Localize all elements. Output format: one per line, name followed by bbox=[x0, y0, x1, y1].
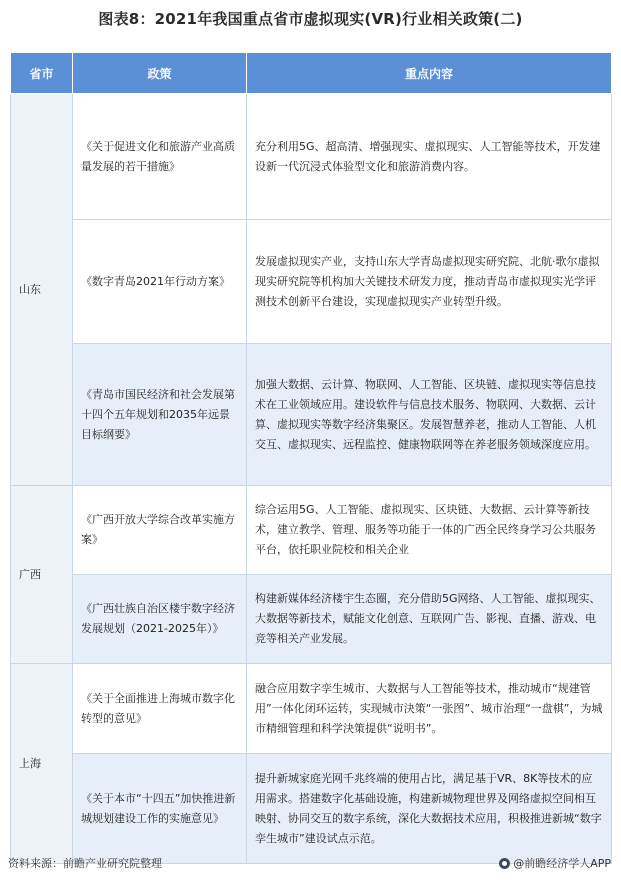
source-note: 资料来源：前瞻产业研究院整理 bbox=[8, 857, 162, 870]
table-row bbox=[11, 94, 612, 220]
table-header-row bbox=[11, 53, 612, 94]
policy-table bbox=[10, 52, 612, 864]
content-cell: 融合应用数字孪生城市、大数据与人工智能等技术，推动城市“规建管用”一体化闭环运转，实现城市決策“一张图”、城市治理“一盘棋”，为城市精细管理和科学決策提供“说明书”。 bbox=[247, 664, 612, 754]
column-header-content: 重点内容 bbox=[247, 53, 612, 94]
column-header-policy: 政策 bbox=[73, 53, 247, 94]
table-row bbox=[11, 664, 612, 754]
policy-cell: 《数字青岛2021年行动方案》 bbox=[73, 220, 247, 344]
column-header-province: 省市 bbox=[11, 53, 73, 94]
content-cell: 加强大数据、云计算、物联网、人工智能、区块链、虚拟现实等信息技术在工业领域应用。建设软件与信息技术服务、物联网、大数据、云计算、虚拟现实等数字经济集聚区。发展智慧养老，推动人工智能、人机交互、虚拟现实、远程监控、健康物联网等在养老服务领域深度应用。 bbox=[247, 344, 612, 486]
policy-cell: 《关于全面推进上海城市数字化转型的意见》 bbox=[73, 664, 247, 754]
content-cell: 充分利用5G、超高清、增强现实、虚拟现实、人工智能等技术，开发建设新一代沉浸式体验型文化和旅游消费内容。 bbox=[247, 94, 612, 220]
province-cell-shanghai: 上海 bbox=[11, 664, 73, 864]
policy-cell: 《青岛市国民经济和社会发展第十四个五年规划和2035年远景目标纲要》 bbox=[73, 344, 247, 486]
brand-label: @前瞻经济学人APP bbox=[513, 857, 611, 870]
table-row bbox=[11, 486, 612, 575]
page-title: 图表8：2021年我国重点省市虚拟现实(VR)行业相关政策(二) bbox=[98, 10, 523, 28]
policy-cell: 《广西开放大学综合改革实施方案》 bbox=[73, 486, 247, 575]
content-cell: 发展虚拟现实产业，支持山东大学青岛虚拟现实研究院、北航·歌尔虚拟现实研究院等机构加大关键技术研发力度，推动青岛市虚拟现实光学评测技术创新平台建设，实现虚拟现实产业转型升级。 bbox=[247, 220, 612, 344]
policy-cell: 《广西壮族自治区楼宇数字经济发展规划（2021-2025年）》 bbox=[73, 575, 247, 664]
province-cell-shandong: 山东 bbox=[11, 94, 73, 486]
content-cell: 构建新媒体经济楼宇生态圈，充分借助5G网络、人工智能、虚拟现实、大数据等新技术，赋能文化创意、互联网广告、影视、直播、游戏、电竞等相关产业发展。 bbox=[247, 575, 612, 664]
province-cell-guangxi: 广西 bbox=[11, 486, 73, 664]
table-row bbox=[11, 344, 612, 486]
brand-attribution bbox=[499, 855, 611, 871]
policy-cell: 《关于促进文化和旅游产业高质量发展的若干措施》 bbox=[73, 94, 247, 220]
brand-logo-icon bbox=[499, 858, 510, 869]
table-row bbox=[11, 220, 612, 344]
table-row bbox=[11, 575, 612, 664]
content-cell: 综合运用5G、人工智能、虚拟现实、区块链、大数据、云计算等新技术，建立教学、管理、服务等功能于一体的广西全民终身学习公共服务平台，依托职业院校和相关企业 bbox=[247, 486, 612, 575]
policy-cell: 《关于本市“十四五”加快推进新城规划建设工作的实施意见》 bbox=[73, 754, 247, 864]
table-row bbox=[11, 754, 612, 864]
content-cell: 提升新城家庭光网千兆终端的使用占比，满足基于VR、8K等技术的应用需求。搭建数字化基础设施，构建新城物理世界及网络虚拟空间相互映射、协同交互的数字系统，深化大数据技术应用，积极推进新城“数字孪生城市”建设试点示范。 bbox=[247, 754, 612, 864]
